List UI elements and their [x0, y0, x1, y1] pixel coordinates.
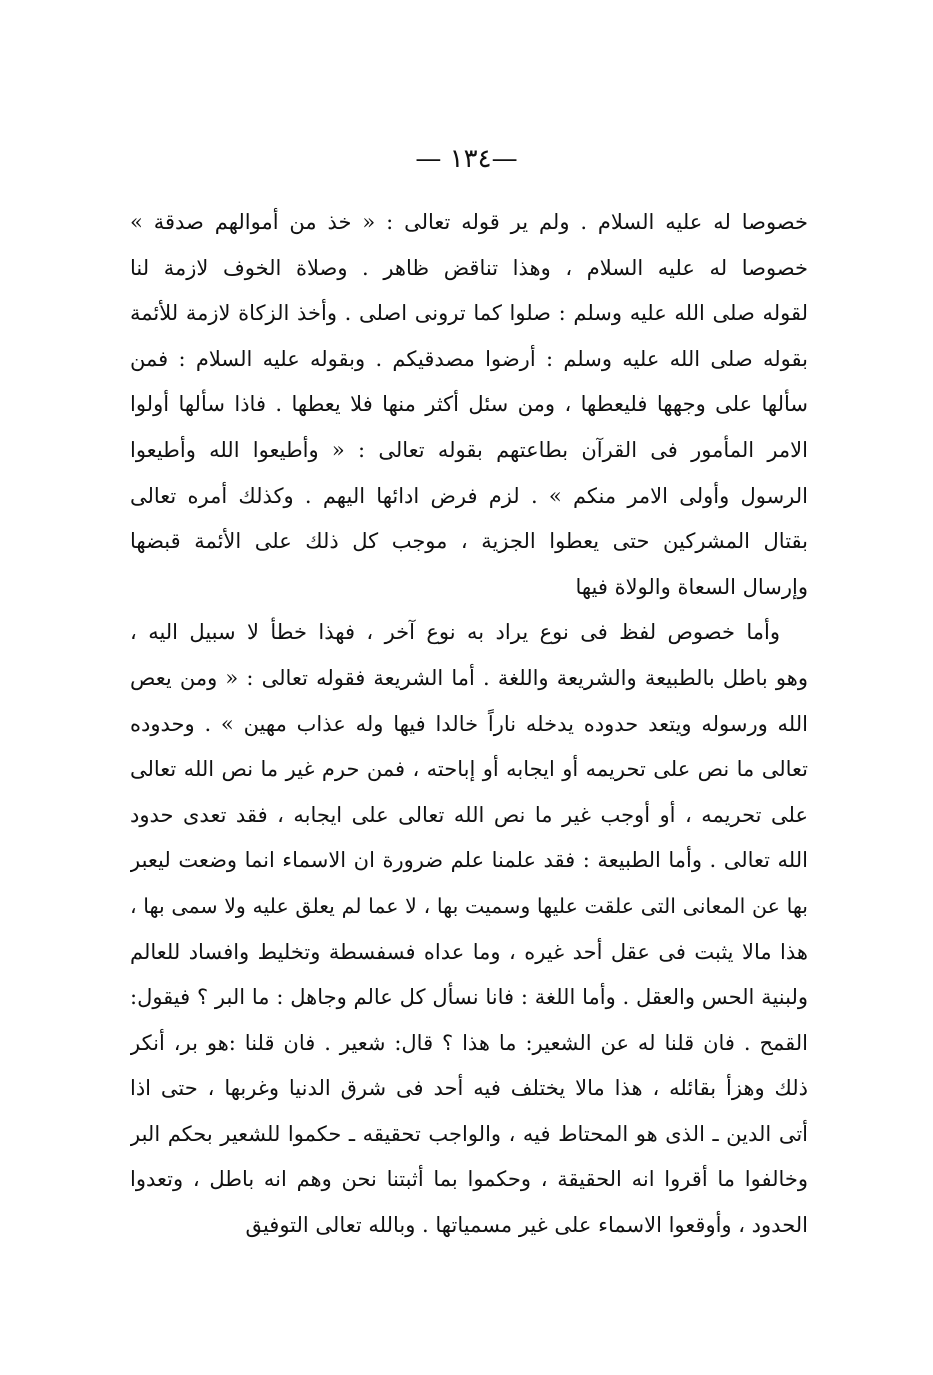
text-line: سألها على وجهها فليعطها ، ومن سئل أكثر منها فلا يعطها . فاذا سألها أولوا — [130, 392, 808, 417]
text-line: لقوله صلى الله عليه وسلم : صلوا كما ترونى اصلى . وأخذ الزكاة لازمة للأئمة — [130, 301, 808, 326]
text-line: خصوصا له عليه السلام ، وهذا تناقض ظاهر . وصلاة الخوف لازمة لنا — [130, 255, 808, 280]
text-line: الحدود ، وأوقعوا الاسماء على غير مسمياتها . وبالله تعالى التوفيق — [245, 1213, 808, 1238]
text-line: أتى الدين ـ الذى هو المحتاط فيه ، والواجب تحقيقه ـ حكموا للشعير بحكم البر — [130, 1121, 808, 1146]
paragraph — [130, 610, 808, 1248]
text-line: وإرسال السعاة والولاة فيها — [575, 574, 808, 599]
text-line: تعالى ما نص على تحريمه أو ايجابه أو إباحته ، فمن حرم غير ما نص الله تعالى — [130, 757, 808, 782]
text-line: هذا مالا يثبت فى عقل أحد غيره ، وما عداه فسفسطة وتخليط وافساد للعالم — [130, 939, 808, 964]
text-line: بها عن المعانى التى علقت عليها وسميت بها ، لا عما لم يعلق عليه ولا سمى بها ، — [130, 893, 808, 918]
text-line: الامر المأمور فى القرآن بطاعتهم بقوله تعالى : « وأطيعوا الله وأطيعوا — [130, 437, 808, 462]
text-line: الله تعالى . وأما الطبيعة : فقد علمنا علم ضرورة ان الاسماء انما وضعت ليعبر — [130, 848, 808, 873]
page-number: —١٣٤ — — [415, 144, 518, 174]
text-line: وهو باطل بالطبيعة والشريعة واللغة . أما الشريعة فقوله تعالى : « ومن يعص — [130, 665, 808, 690]
paragraph — [130, 200, 808, 610]
text-line: الرسول وأولى الامر منكم » . لزم فرض ادائها اليهم . وكذلك أمره تعالى — [130, 483, 808, 508]
text-line: وأما خصوص لفظ فى نوع يراد به نوع آخر ، فهذا خطأ لا سبيل اليه ، — [130, 620, 780, 645]
text-line: خصوصا له عليه السلام . ولم ير قوله تعالى : « خذ من أموالهم صدقة » — [130, 210, 808, 234]
text-line: الله ورسوله ويتعد حدوده يدخله ناراً خالدا فيها وله عذاب مهين » . وحدوده — [130, 711, 808, 736]
text-line: بقتال المشركين حتى يعطوا الجزية ، موجب كل ذلك على الأئمة قبضها — [130, 529, 808, 554]
text-line: بقوله صلى الله عليه وسلم : أرضوا مصدقيكم . وبقوله عليه السلام : فمن — [130, 346, 808, 371]
text-line: ولبنية الحس والعقل . وأما اللغة : فانا نسأل كل عالم وجاهل : ما البر ؟ فيقول: — [130, 985, 808, 1010]
text-line: ذلك وهزأ بقائله ، هذا مالا يختلف فيه أحد فى شرق الدنيا وغربها ، حتى اذا — [130, 1076, 808, 1101]
text-line: على تحريمه ، أو أوجب غير ما نص الله تعالى على ايجابه ، فقد تعدى حدود — [130, 802, 808, 827]
body-text — [130, 200, 808, 1249]
text-line: وخالفوا ما أقروا انه الحقيقة ، وحكموا بما أثبتنا نحن وهم انه باطل ، وتعدوا — [130, 1167, 808, 1192]
text-line: القمح . فان قلنا له عن الشعير: ما هذا ؟ قال: شعير . فان قلنا :هو بر، أنكر — [130, 1030, 808, 1055]
